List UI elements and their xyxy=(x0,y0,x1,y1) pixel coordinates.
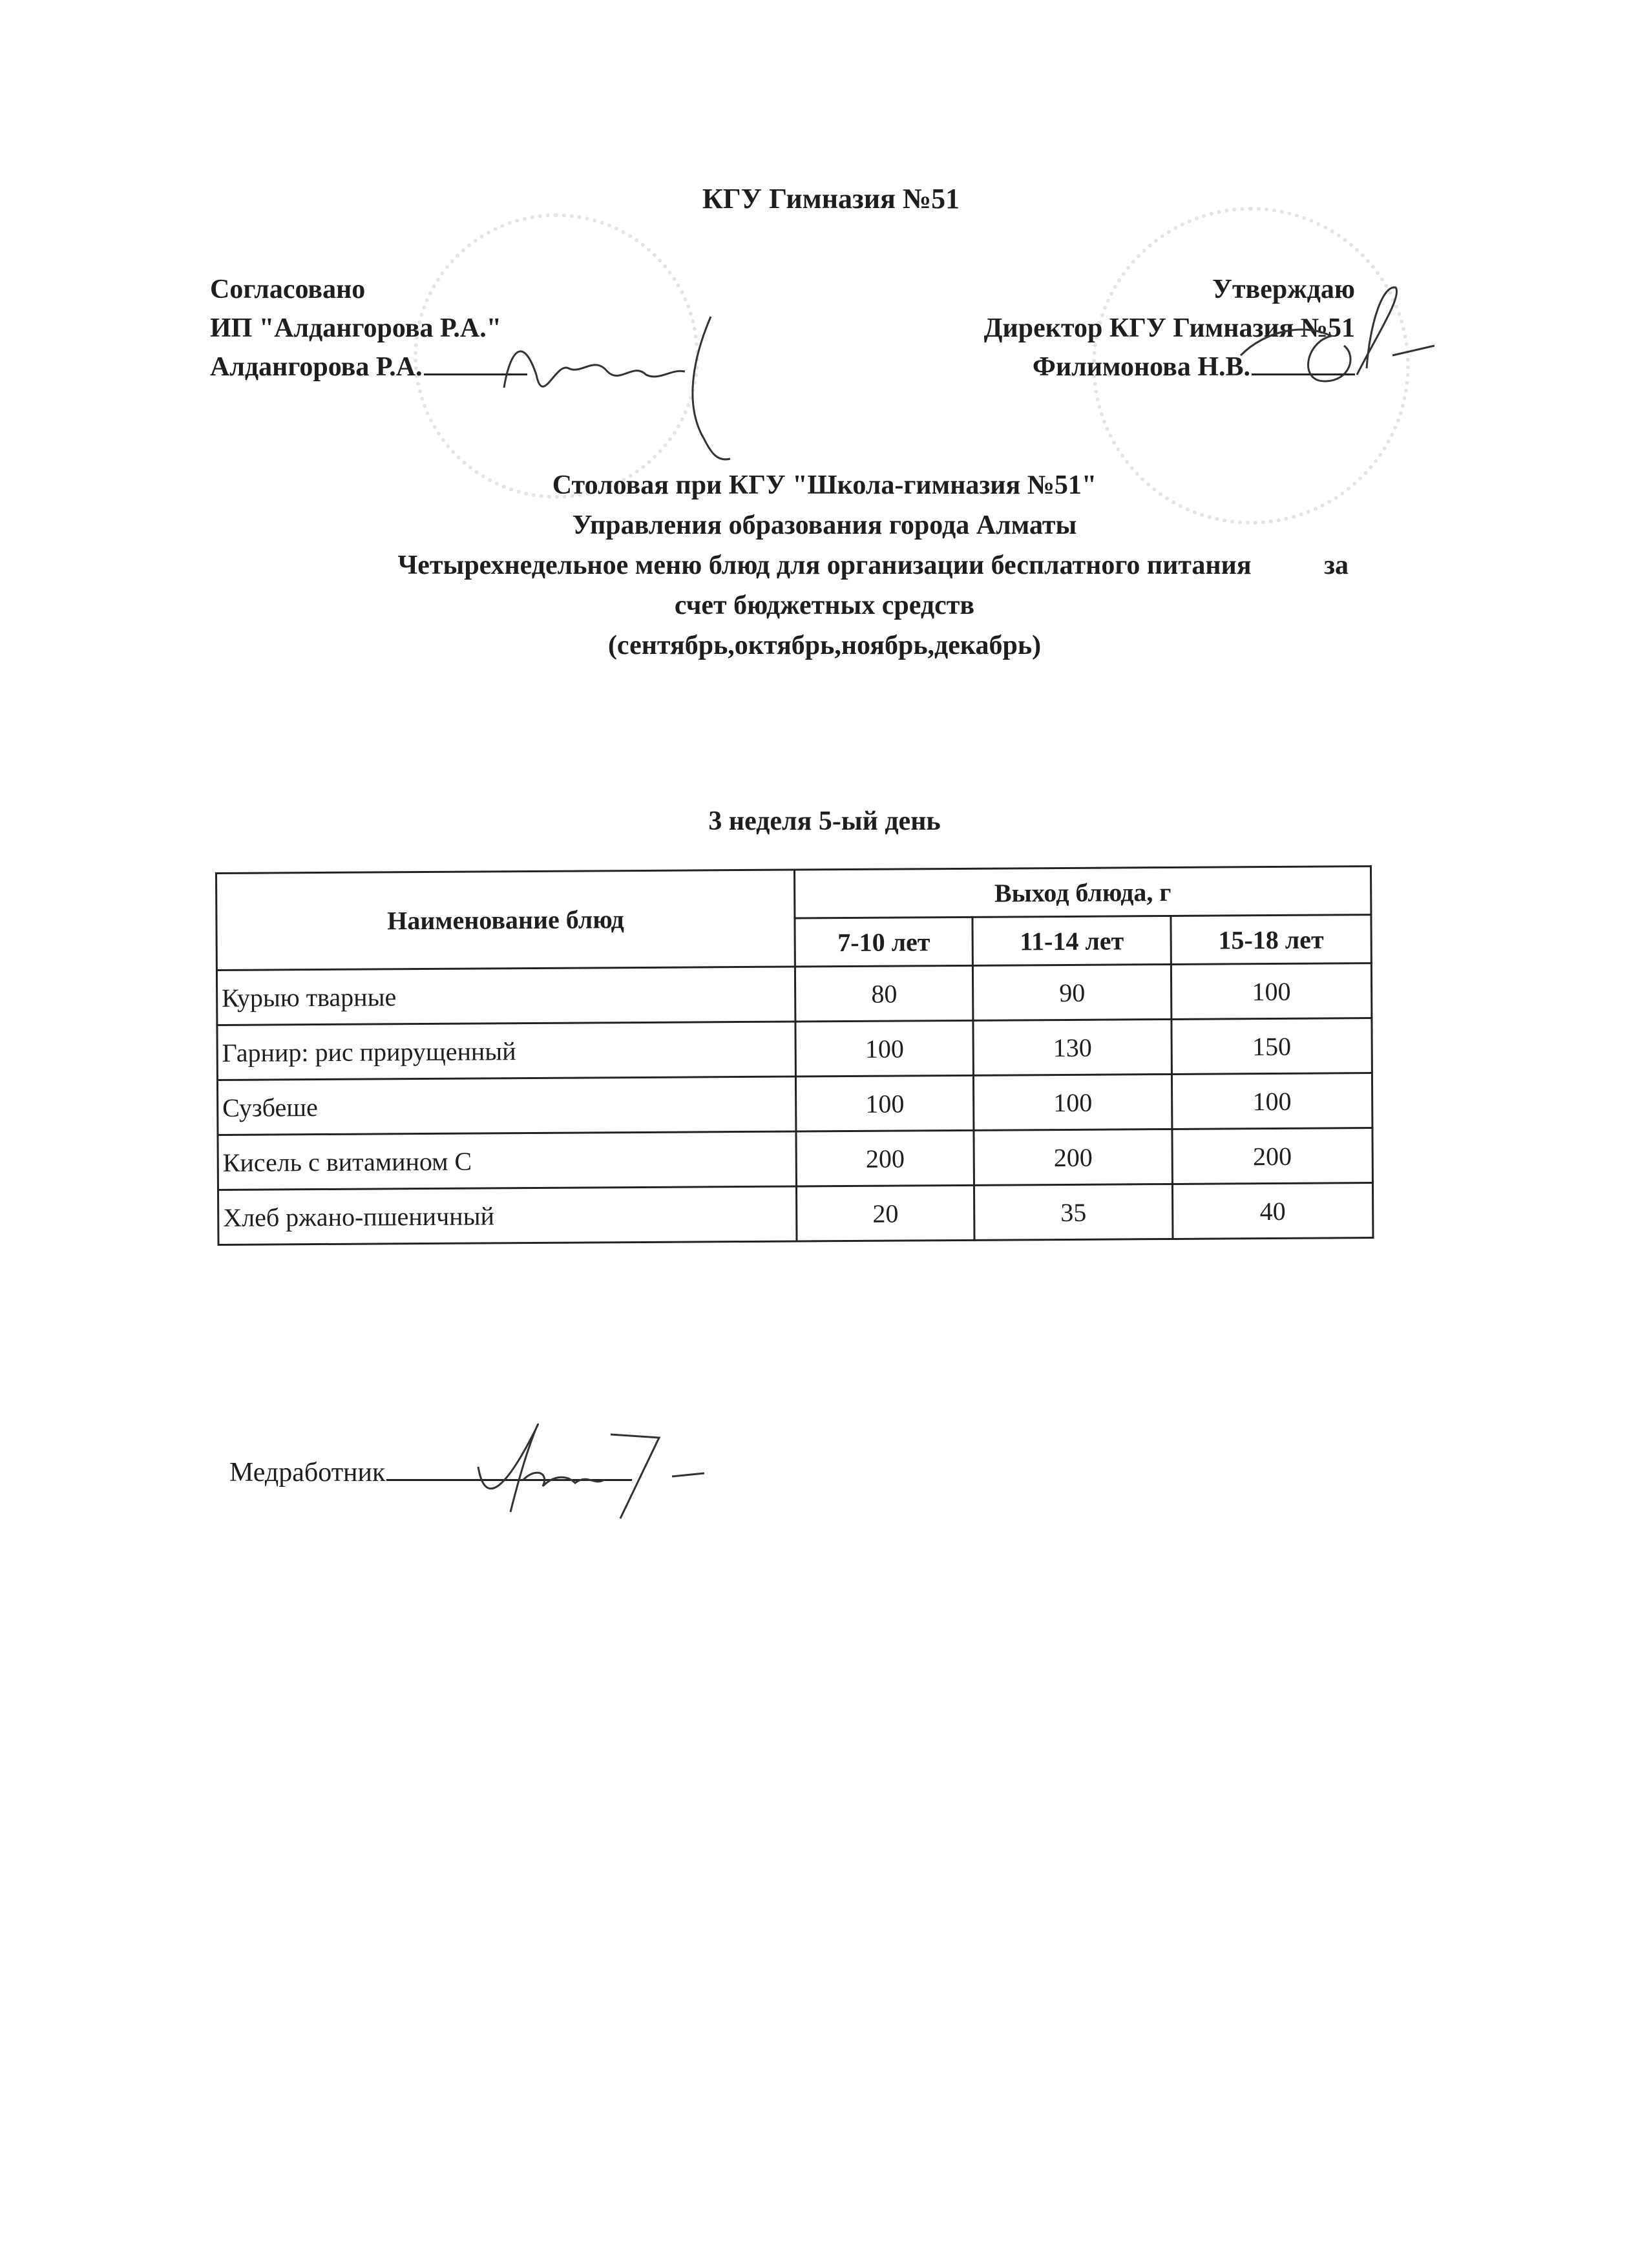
approved-signer-name: Филимонова Н.В. xyxy=(1032,352,1250,382)
table-row xyxy=(217,1073,1372,1135)
header-yield: Выход блюда, г xyxy=(794,866,1371,918)
yield-11-14: 90 xyxy=(973,964,1171,1020)
table-row xyxy=(218,1128,1372,1190)
menu-table xyxy=(215,865,1374,1246)
handwritten-signature-icon xyxy=(498,310,730,465)
agreed-label: Согласовано xyxy=(210,275,366,304)
yield-11-14: 200 xyxy=(974,1129,1172,1185)
approved-label: Утверждаю xyxy=(1212,275,1355,304)
table-row xyxy=(216,963,1371,1025)
title-line-3-tail: за xyxy=(1324,551,1349,580)
title-line-5: (сентябрь,октябрь,ноябрь,декабрь) xyxy=(607,631,1042,660)
yield-15-18: 200 xyxy=(1172,1128,1373,1184)
agreed-signer xyxy=(210,348,527,386)
yield-11-14: 100 xyxy=(974,1074,1172,1130)
yield-11-14: 35 xyxy=(974,1184,1173,1240)
yield-15-18: 150 xyxy=(1171,1018,1372,1075)
title-line-2: Управления образования города Алматы xyxy=(572,510,1077,540)
title-line-3-wrap xyxy=(0,545,1649,585)
header-age-15-18: 15-18 лет xyxy=(1171,915,1372,965)
approved-signature xyxy=(1228,284,1441,404)
yield-15-18: 40 xyxy=(1172,1183,1373,1239)
dish-name: Гарнир: рис прирущенный xyxy=(217,1022,796,1080)
header-dish-name: Наименование блюд xyxy=(216,870,795,970)
title-line-3: Четырехнедельное меню блюд для организации бесплатного питания xyxy=(397,551,1252,580)
dish-name: Хлеб ржано-пшеничный xyxy=(218,1186,797,1244)
dish-name: Курыю тварные xyxy=(216,967,795,1025)
dish-name: Кисель с витамином С xyxy=(218,1131,797,1190)
header-age-11-14: 11-14 лет xyxy=(972,916,1171,965)
handwritten-signature-icon xyxy=(465,1415,737,1525)
title-line-4: счет бюджетных средств xyxy=(674,591,975,620)
yield-15-18: 100 xyxy=(1171,1073,1372,1129)
yield-7-10: 80 xyxy=(795,965,973,1022)
week-day-heading: 3 неделя 5-ый день xyxy=(708,806,941,836)
organization-title: КГУ Гимназия №51 xyxy=(702,183,960,215)
table-header-row xyxy=(216,866,1371,922)
yield-7-10: 100 xyxy=(795,1020,974,1076)
agreed-signature xyxy=(498,310,730,468)
agreed-block xyxy=(210,270,527,386)
approved-position: Директор КГУ Гимназия №51 xyxy=(983,313,1355,343)
table-row xyxy=(217,1018,1372,1080)
yield-7-10: 200 xyxy=(796,1130,974,1186)
yield-11-14: 130 xyxy=(973,1019,1171,1075)
title-line-1: Столовая при КГУ "Школа-гимназия №51" xyxy=(552,470,1097,500)
header-age-7-10: 7-10 лет xyxy=(795,917,973,967)
medic-signature xyxy=(465,1415,737,1528)
agreed-signer-name: Алдангорова Р.А. xyxy=(210,352,423,382)
yield-7-10: 100 xyxy=(795,1075,974,1131)
yield-15-18: 100 xyxy=(1171,963,1372,1020)
handwritten-signature-icon xyxy=(1228,284,1441,401)
table-row xyxy=(218,1183,1373,1245)
menu-title xyxy=(0,465,1649,666)
agreed-org: ИП "Алдангорова Р.А." xyxy=(210,313,502,343)
medic-label: Медработник xyxy=(229,1458,386,1487)
yield-7-10: 20 xyxy=(796,1185,974,1241)
dish-name: Сузбеше xyxy=(217,1076,796,1135)
